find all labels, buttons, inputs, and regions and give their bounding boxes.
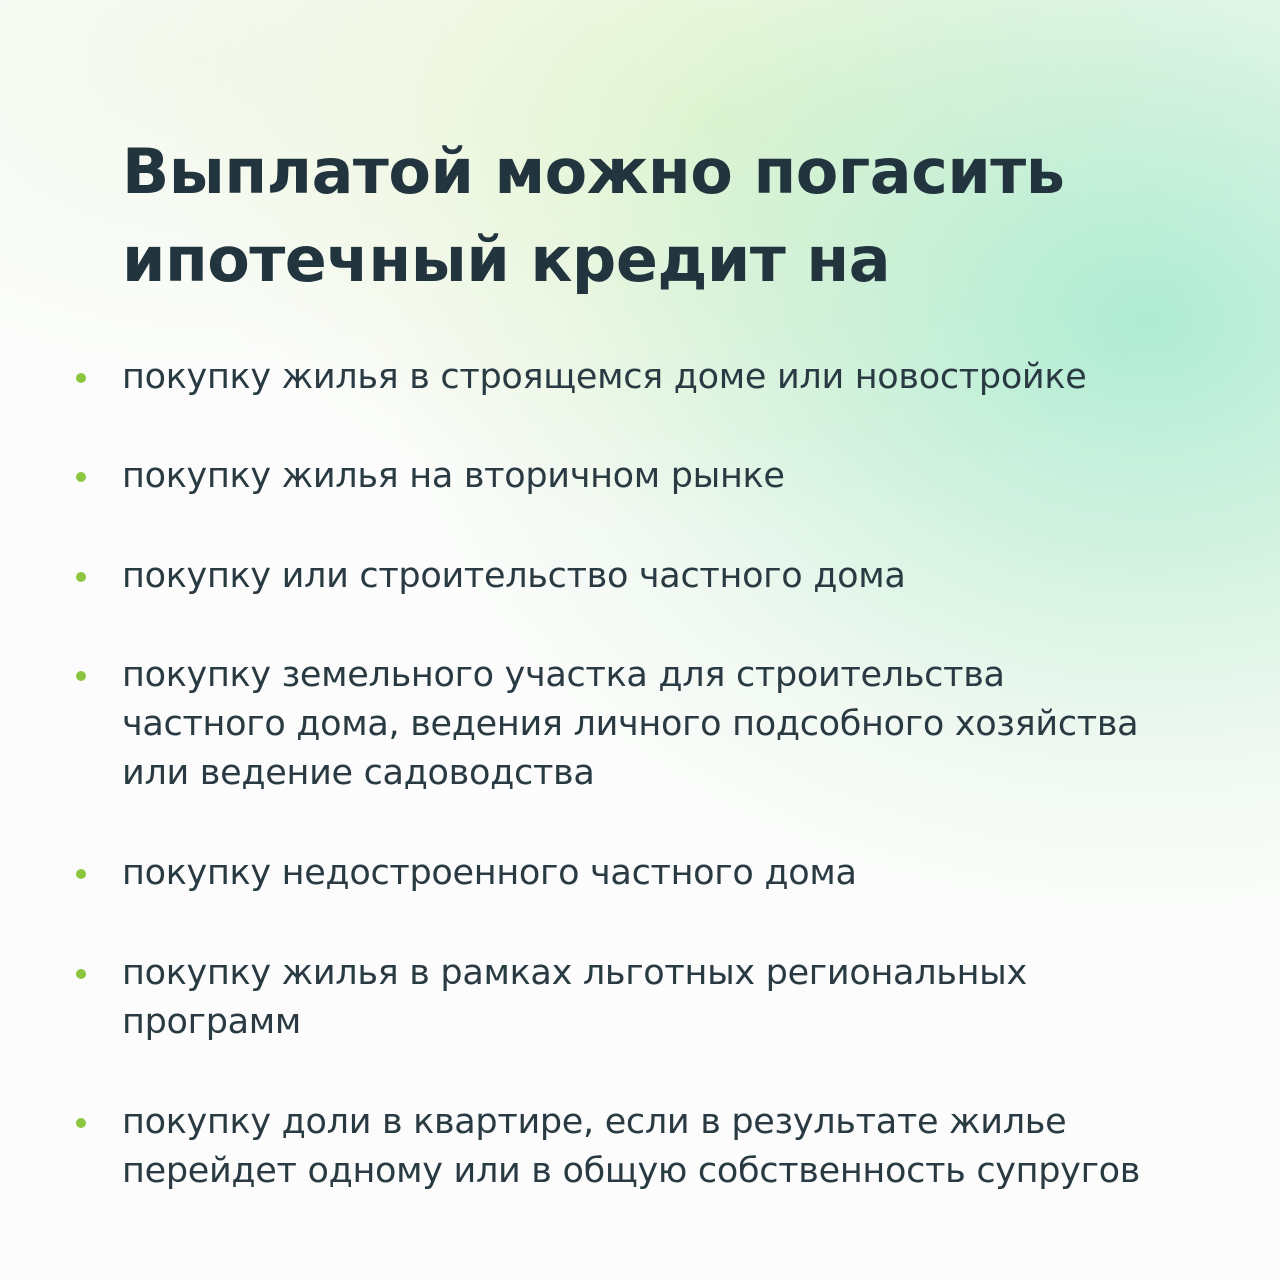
list-item-text: покупку или строительство частного дома (122, 556, 906, 596)
list-item (122, 849, 1242, 898)
list-item (122, 552, 1242, 601)
list-item-text: покупку жилья на вторичном рынке (122, 456, 785, 496)
title-line-2: ипотечный кредит на (122, 223, 891, 296)
list-item-text: покупку жилья в строящемся доме или новостройке (122, 357, 1087, 397)
list-item-text: покупку недостроенного частного дома (122, 853, 857, 893)
bullet-dot-icon (76, 969, 86, 979)
title-line-1: Выплатой можно погасить (122, 135, 1065, 208)
list-item (122, 651, 1242, 798)
bullet-dot-icon (76, 869, 86, 879)
list-item-text: покупку доли в квартире, если в результате жилье (122, 1102, 1067, 1142)
list-item-text: покупку земельного участка для строительства (122, 655, 1005, 695)
bullet-dot-icon (76, 671, 86, 681)
bullet-dot-icon (76, 1118, 86, 1128)
list-item-text: программ (122, 1002, 301, 1042)
list-item (122, 1098, 1242, 1196)
list-item-text: перейдет одному или в общую собственность супругов (122, 1151, 1141, 1191)
bullet-dot-icon (76, 572, 86, 582)
list-item (122, 353, 1242, 402)
list-item-text: или ведение садоводства (122, 753, 595, 793)
list-item-text: частного дома, ведения личного подсобного хозяйства (122, 704, 1139, 744)
bullet-dot-icon (76, 373, 86, 383)
page-title (122, 128, 1172, 304)
bullet-dot-icon (76, 472, 86, 482)
list-item-text: покупку жилья в рамках льготных региональных (122, 953, 1027, 993)
list-item (122, 949, 1242, 1047)
list-item (122, 452, 1242, 501)
